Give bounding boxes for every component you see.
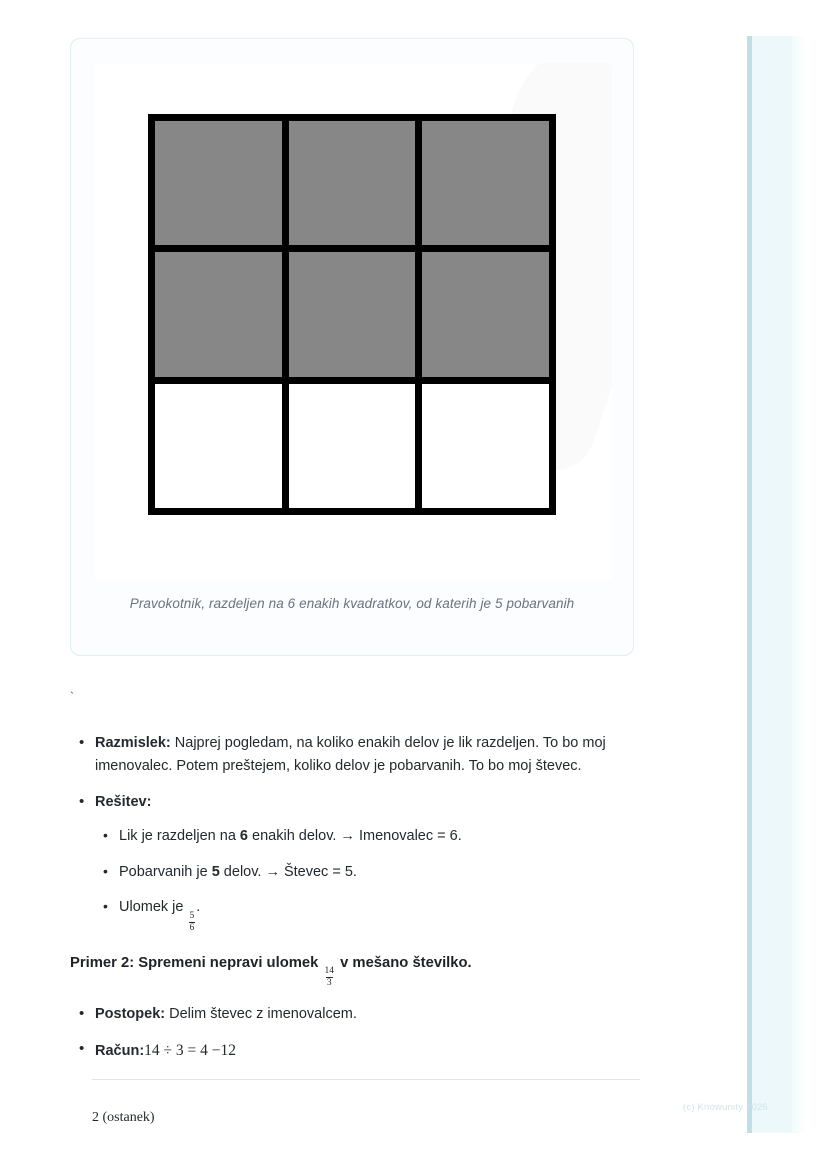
razmislek-text: Najprej pogledam, na koliko enakih delov je lik razdeljen. To bo moj imenovalec. Potem preštejem, koliko delov je pobarvanih. To bo moj števec.	[95, 735, 606, 775]
section-divider	[92, 1079, 640, 1080]
grid-cell	[422, 384, 549, 508]
razmislek-label: Razmislek:	[95, 735, 171, 751]
fraction-grid-figure	[148, 114, 556, 515]
resitev-item-1-pre: Pobarvanih je	[119, 863, 212, 880]
resitev-item-1-post: delov. → Števec = 5.	[219, 863, 357, 880]
fraction-numerator: 5	[189, 910, 195, 921]
grid-cell	[155, 384, 282, 508]
grid-cell	[422, 252, 549, 376]
list-item-postopek	[70, 1003, 640, 1026]
resitev-sub-list	[95, 825, 640, 933]
resitev-label: Rešitev:	[95, 793, 152, 810]
stray-backtick: `	[68, 690, 76, 705]
primer-2-bullet-list	[70, 1003, 640, 1064]
list-item	[95, 861, 640, 884]
list-item-resitev	[70, 791, 640, 934]
racun-expression: 14 ÷ 3 = 4 −12	[144, 1042, 237, 1060]
primer-2-heading	[70, 952, 640, 989]
resitev-item-0-post: enakih delov. → Imenovalec = 6.	[248, 828, 462, 845]
resitev-item-0-bold: 6	[239, 828, 248, 845]
postopek-label: Postopek:	[95, 1005, 166, 1022]
resitev-item-1-bold: 5	[211, 863, 220, 880]
fraction-denominator: 6	[189, 923, 195, 933]
grid-cell	[289, 252, 416, 376]
primer-2-prefix: Primer 2: Spremeni nepravi ulomek	[70, 954, 323, 971]
list-item-razmislek	[70, 732, 640, 779]
resitev-item-0-pre: Lik je razdeljen na	[119, 828, 240, 845]
resitev-item-2-post: .	[196, 899, 201, 916]
grid-cell	[289, 384, 416, 508]
grid-cell	[422, 121, 549, 245]
racun-label: Račun:	[95, 1043, 145, 1060]
grid-cell	[155, 121, 282, 245]
side-rail-fade	[792, 36, 806, 1133]
side-rail-edge	[747, 36, 752, 1133]
lesson-body	[70, 732, 640, 1076]
fraction-numerator: 14	[324, 965, 334, 976]
list-item	[95, 896, 640, 933]
resitev-item-2-pre: Ulomek je	[119, 899, 188, 916]
side-rail-panel	[747, 36, 792, 1133]
figure-caption: Pravokotnik, razdeljen na 6 enakih kvadratkov, od katerih je 5 pobarvanih	[129, 596, 575, 611]
list-item	[95, 825, 640, 848]
postopek-text: Delim števec z imenovalcem.	[165, 1005, 357, 1022]
primer-2-suffix: v mešano številko.	[335, 954, 472, 971]
fraction-fourteen-thirds	[323, 967, 335, 989]
main-bullet-list	[70, 732, 640, 934]
list-item-racun	[70, 1038, 640, 1063]
fraction-five-sixths	[189, 912, 196, 934]
fraction-denominator: 3	[326, 978, 332, 989]
remainder-text: 2 (ostanek)	[92, 1110, 155, 1125]
grid-cell	[289, 121, 416, 245]
grid-cell	[155, 252, 282, 376]
copyright-watermark: (c) Knowunity 2025	[683, 1102, 768, 1113]
